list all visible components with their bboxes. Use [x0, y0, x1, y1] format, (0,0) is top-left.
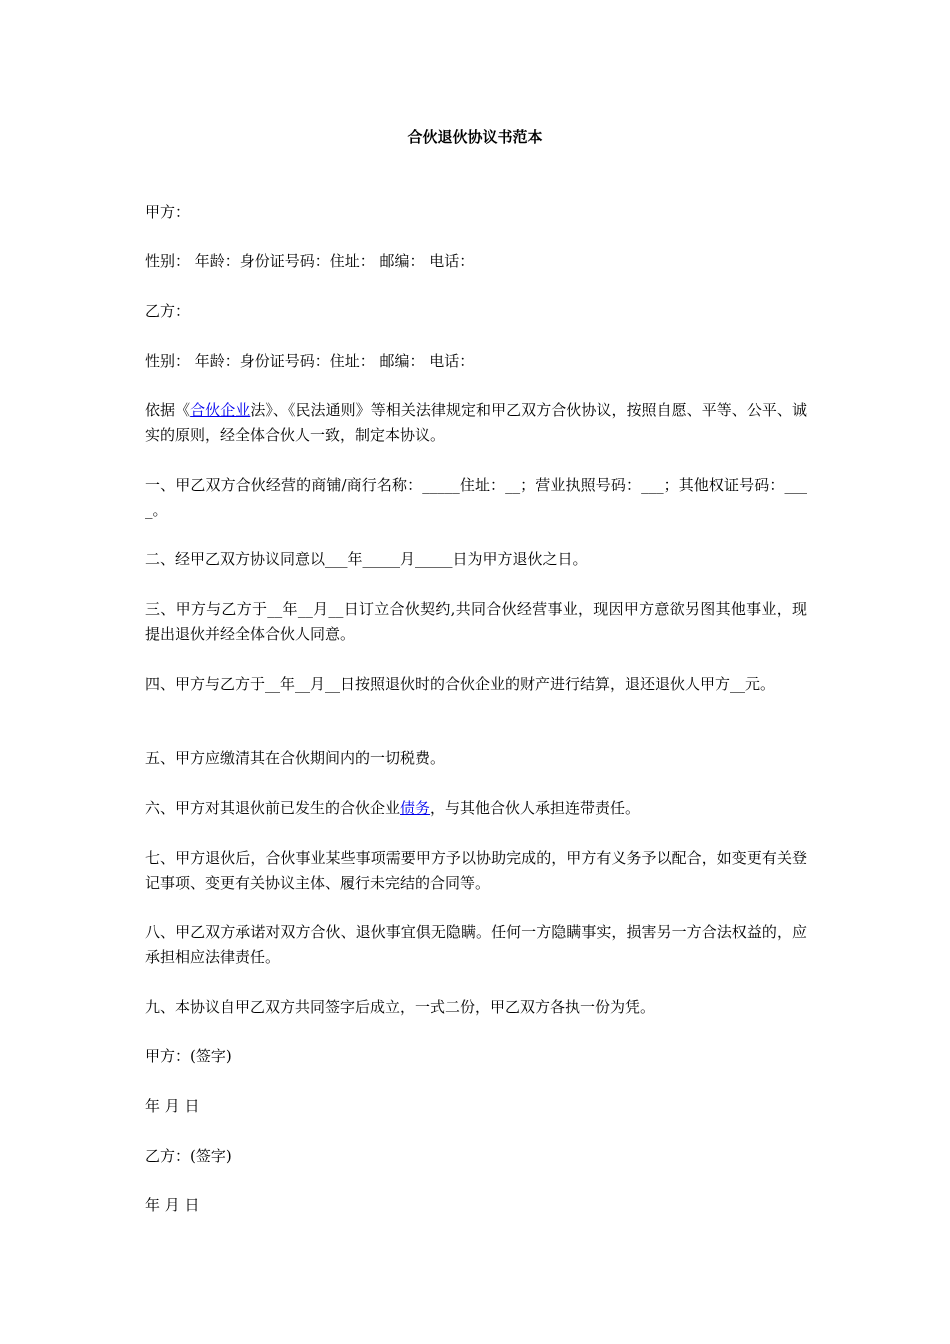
intro-paragraph: [145, 398, 807, 448]
party-a-label: 甲方：: [145, 203, 191, 221]
debt-link[interactable]: 债务: [400, 799, 431, 817]
date-party-b: 年 月 日: [145, 1196, 200, 1214]
signature-party-b: 乙方：(签字): [145, 1147, 232, 1165]
clause-5: 五、甲方应缴清其在合伙期间内的一切税费。: [145, 749, 446, 767]
signature-party-a: 甲方：(签字): [145, 1047, 232, 1065]
party-b-label: 乙方：: [145, 302, 191, 320]
party-b-info: 性别： 年龄：身份证号码：住址： 邮编： 电话：: [145, 352, 475, 370]
clause-9: 九、本协议自甲乙双方共同签字后成立，一式二份，甲乙双方各执一份为凭。: [145, 998, 656, 1016]
clause-6-text-before: 六、甲方对其退伙前已发生的合伙企业: [145, 799, 401, 817]
partnership-enterprise-link[interactable]: 合伙企业: [190, 401, 251, 419]
clause-6: [145, 796, 807, 821]
date-party-a: 年 月 日: [145, 1097, 200, 1115]
clause-4: 四、甲方与乙方于__年__月__日按照退伙时的合伙企业的财产进行结算，退还退伙人甲方__元。: [145, 675, 776, 693]
clause-3: 三、甲方与乙方于__年__月__日订立合伙契约,共同合伙经营事业，现因甲方意欲另图其他事业，现提出退伙并经全体合伙人同意。: [145, 600, 807, 643]
clause-1: 一、甲乙双方合伙经营的商铺/商行名称：_____住址：__；营业执照号码：___；其他权证号码：____。: [145, 476, 807, 519]
clause-8: 八、甲乙双方承诺对双方合伙、退伙事宜俱无隐瞒。任何一方隐瞒事实，损害另一方合法权益的，应承担相应法律责任。: [145, 923, 807, 966]
clause-6-text-after: ，与其他合伙人承担连带责任。: [430, 799, 641, 817]
intro-text-after: 法》、《民法通则》等相关法律规定和甲乙双方合伙协议，按照自愿、平等、公平、诚实的原则，经全体合伙人一致，制定本协议。: [145, 401, 807, 444]
clause-7: 七、甲方退伙后，合伙事业某些事项需要甲方予以协助完成的，甲方有义务予以配合，如变更有关登记事项、变更有关协议主体、履行未完结的合同等。: [145, 849, 807, 892]
clause-2: 二、经甲乙双方协议同意以___年_____月_____日为甲方退伙之日。: [145, 550, 588, 568]
intro-text-before: 依据《: [145, 401, 191, 419]
document-title: 合伙退伙协议书范本: [407, 128, 543, 146]
party-a-info: 性别： 年龄：身份证号码：住址： 邮编： 电话：: [145, 252, 475, 270]
